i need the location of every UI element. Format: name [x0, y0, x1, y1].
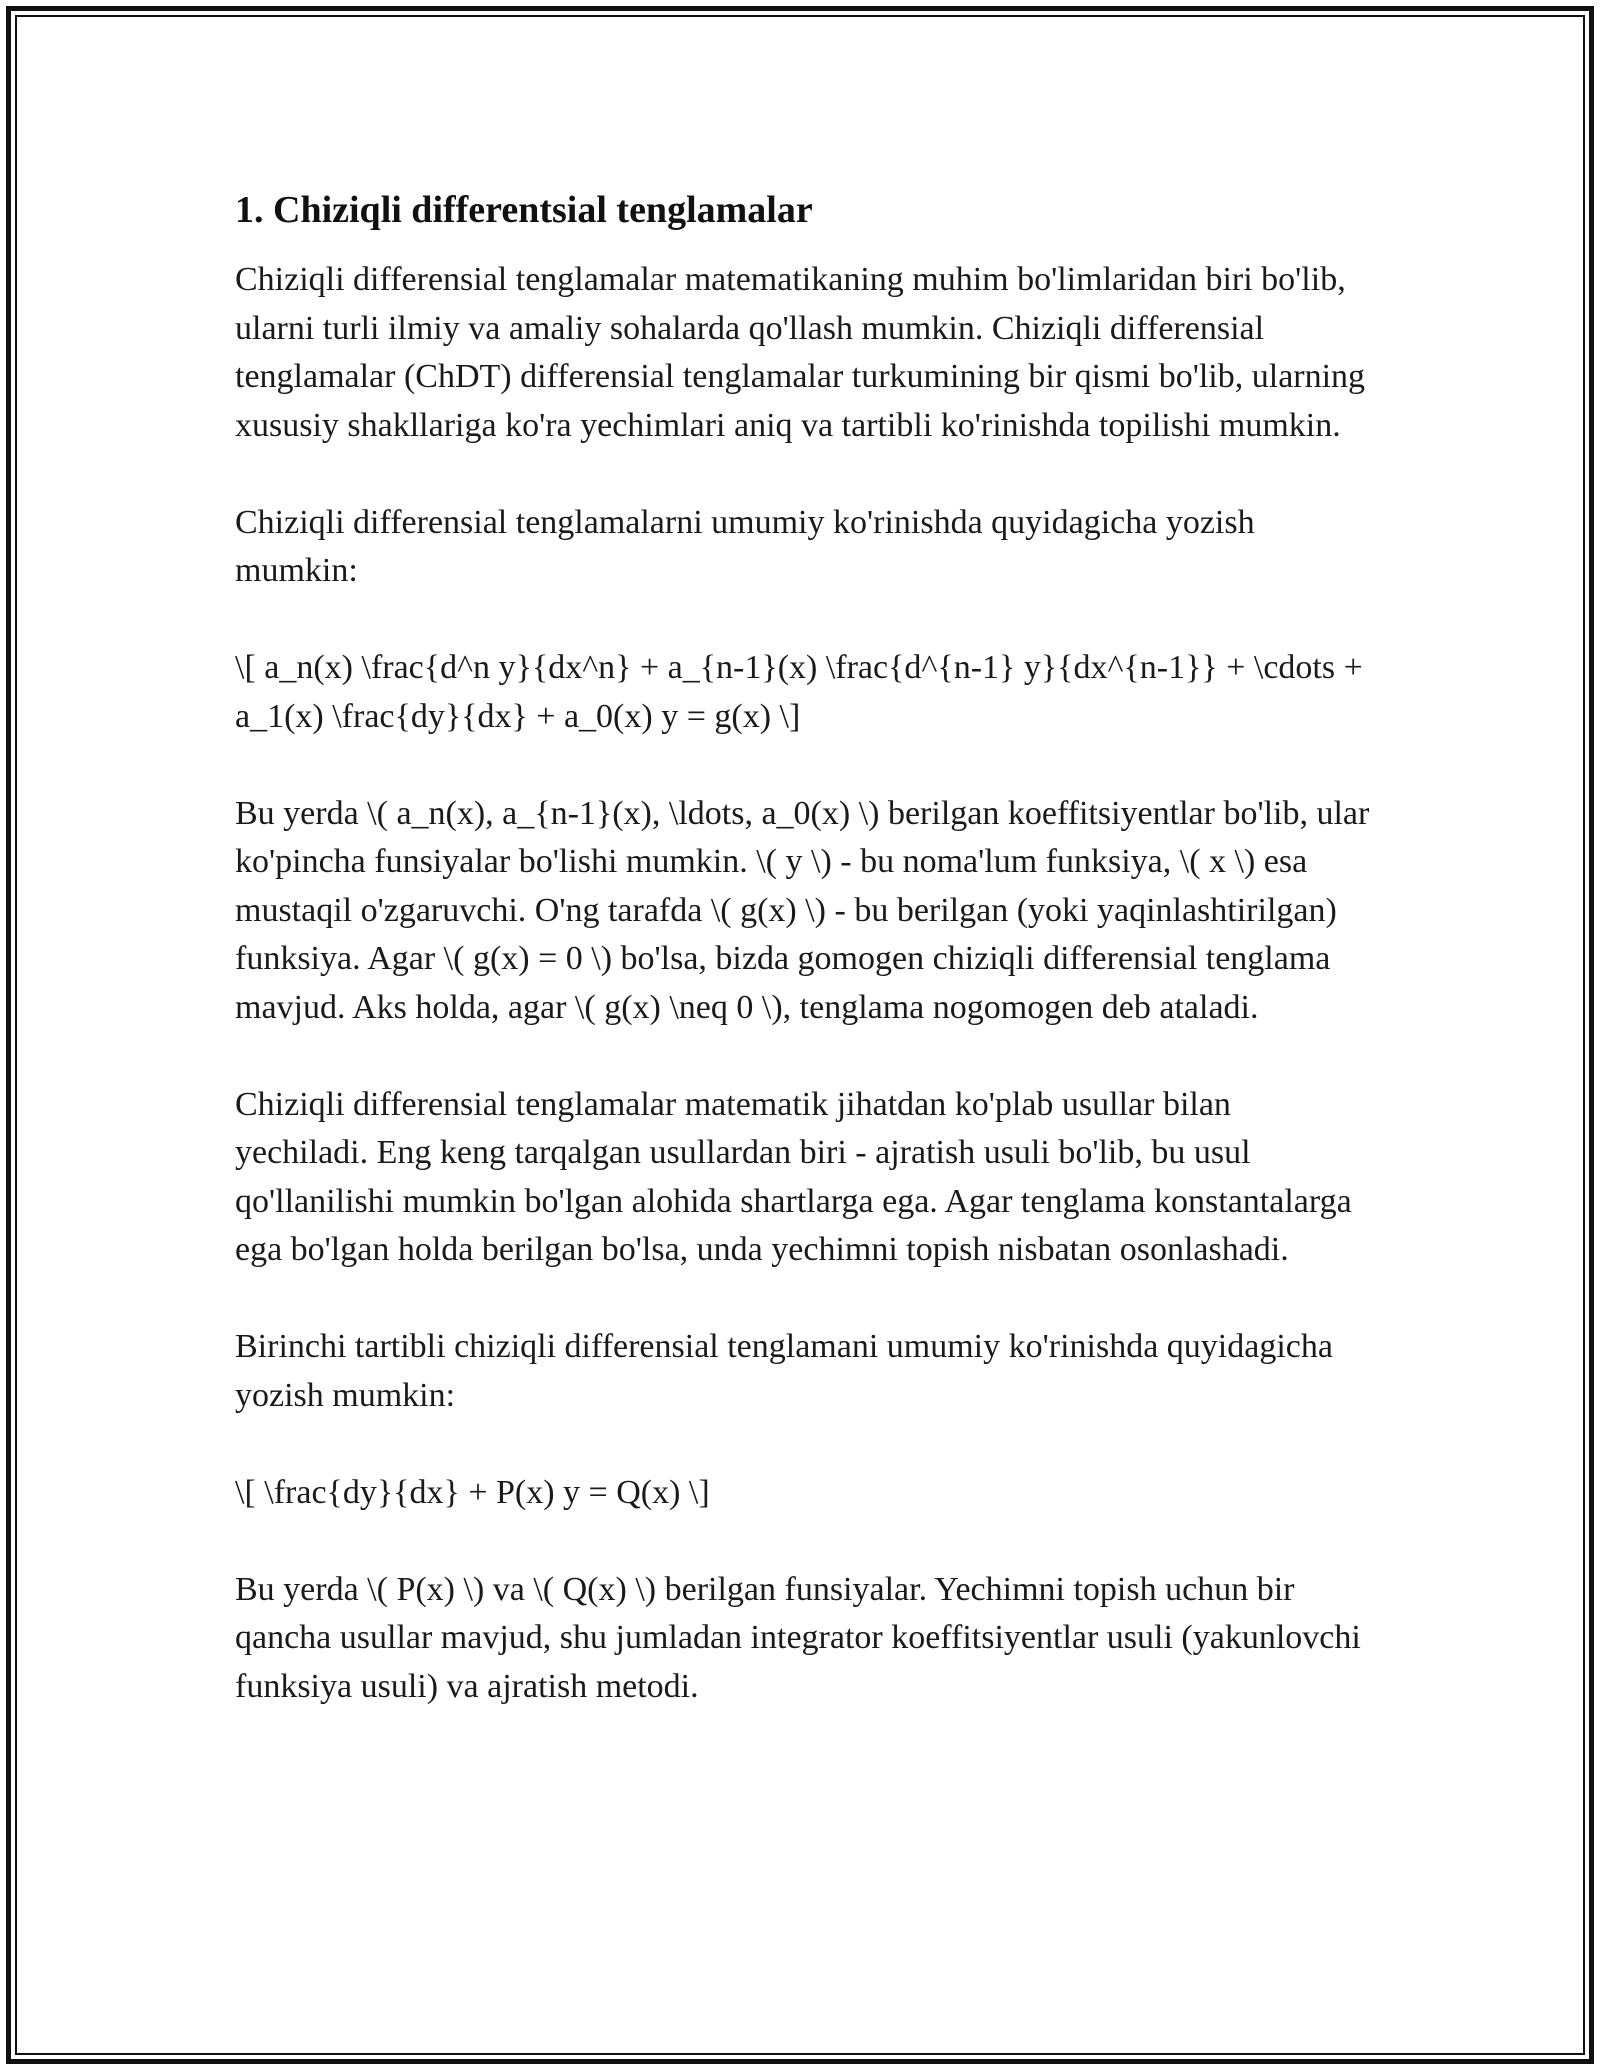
document-body [235, 186, 1370, 1711]
equation-general-linear: \[ a_n(x) \frac{d^n y}{dx^n} + a_{n-1}(x) \frac{d^{n-1} y}{dx^{n-1}} + \cdots + a_1(x) \frac{dy}{dx} + a_0(x) y = g(x) \] [235, 649, 1363, 735]
section-title: 1. Chiziqli differentsial tenglamalar [235, 189, 813, 231]
paragraph-general-form-lead: Chiziqli differensial tenglamalarni umumiy ko'rinishda quyidagicha yozish mumkin: [235, 503, 1255, 589]
paragraph-first-order-lead: Birinchi tartibli chiziqli differensial tenglamani umumiy ko'rinishda quyidagicha yozish mumkin: [235, 1328, 1333, 1414]
equation-first-order: \[ \frac{dy}{dx} + P(x) y = Q(x) \] [235, 1473, 710, 1511]
paragraph-coefficients: Bu yerda \( a_n(x), a_{n-1}(x), \ldots, a_0(x) \) berilgan koeffitsiyentlar bo'lib, ular ko'pincha funsiyalar bo'lishi mumkin. \( y \) - bu noma'lum funksiya, \( x \) esa mustaqil o'zgaruvchi. O'ng tarafda \( g(x) \) - bu berilgan (yoki yaqinlashtirilgan) funksiya. Agar \( g(x) = 0 \) bo'lsa, bizda gomogen chiziqli differensial tenglama mavjud. Aks holda, agar \( g(x) \neq 0 \), tenglama nogomogen deb ataladi. [235, 794, 1370, 1026]
paragraph-intro: Chiziqli differensial tenglamalar matematikaning muhim bo'limlaridan biri bo'lib, ularni turli ilmiy va amaliy sohalarda qo'llash mumkin. Chiziqli differensial tenglamalar (ChDT) differensial tenglamalar turkumining bir qismi bo'lib, ularning xususiy shakllariga ko'ra yechimlari aniq va tartibli ko'rinishda topilishi mumkin. [235, 261, 1366, 444]
paragraph-first-order-methods: Bu yerda \( P(x) \) va \( Q(x) \) berilgan funsiyalar. Yechimni topish uchun bir qancha usullar mavjud, shu jumladan integrator koeffitsiyentlar usuli (yakunlovchi funksiya usuli) va ajratish metodi. [235, 1570, 1361, 1705]
paragraph-solution-methods: Chiziqli differensial tenglamalar matematik jihatdan ko'plab usullar bilan yechiladi. Eng keng tarqalgan usullardan biri - ajratish usuli bo'lib, bu usul qo'llanilishi mumkin bo'lgan alohida shartlarga ega. Agar tenglama konstantalarga ega bo'lgan holda berilgan bo'lsa, unda yechimni topish nisbatan osonlashadi. [235, 1085, 1352, 1268]
